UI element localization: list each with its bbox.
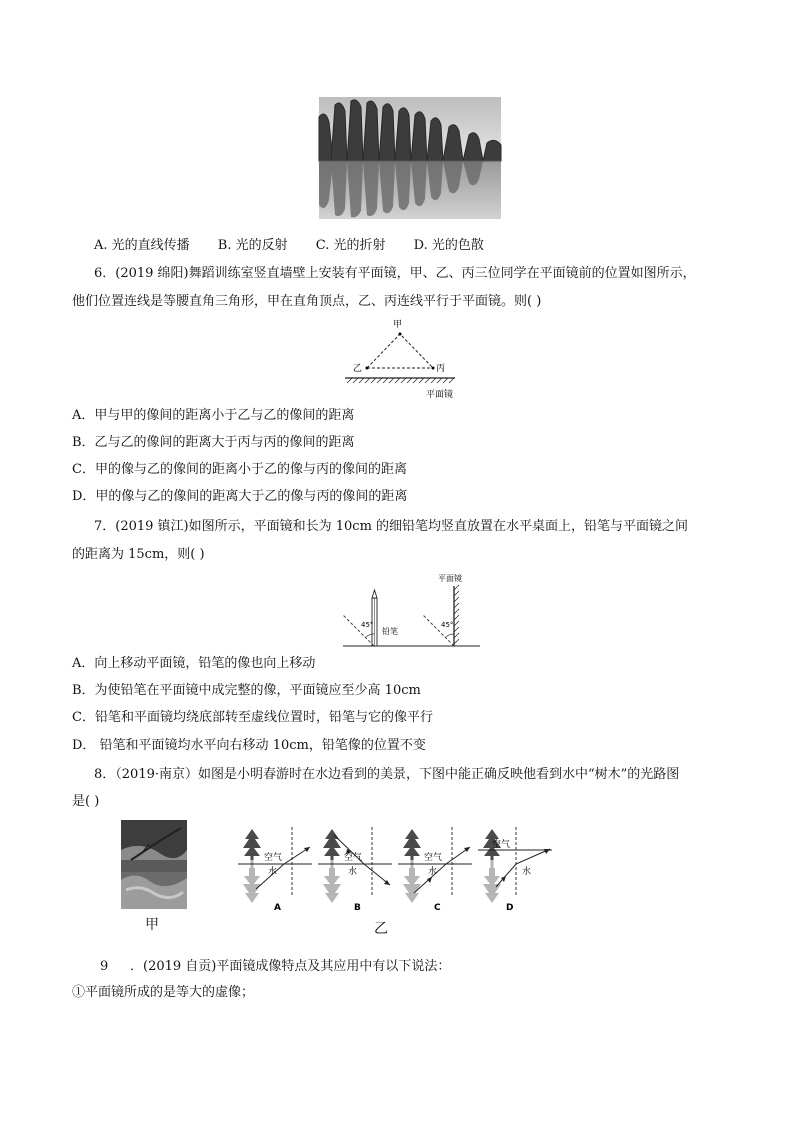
q6-stem-line2: 他们位置连线是等腰直角三角形，甲在直角顶点，乙、丙连线平行于平面镜。则( )	[72, 294, 542, 309]
q7-option-a: A．向上移动平面镜，铅笔的像也向上移动	[72, 656, 316, 671]
q8-panel-d-letter: D	[506, 903, 514, 913]
q7-stem-line1: 7．(2019 镇江)如图所示，平面镜和长为 10cm 的细铅笔均竖直放置在水平桌面上，铅笔与平面镜之间	[94, 519, 689, 534]
q5-option-c: C. 光的折射	[315, 238, 386, 253]
q7-pencil-mirror-diagram	[335, 570, 485, 652]
q9-item-1: ①平面镜所成的是等大的虚像；	[72, 985, 255, 1000]
q9-stem: ．(2019 自贡)平面镜成像特点及其应用中有以下说法：	[130, 959, 451, 974]
q8-light-path-panels	[238, 825, 558, 917]
q7-stem-line2: 的距离为 15cm，则( )	[72, 547, 205, 562]
q8-panel-b	[318, 827, 392, 913]
q6-label-mirror: 平面镜	[426, 390, 454, 400]
q8-panel-d-air: 空气	[492, 840, 511, 850]
q6-triangle-diagram	[340, 312, 470, 402]
q8-panel-a-water: 水	[268, 867, 278, 877]
q8-panel-a-air: 空气	[264, 853, 283, 863]
q7-label-mirror: 平面镜	[438, 574, 462, 583]
q8-label-jia: 甲	[145, 917, 159, 933]
q7-label-pencil: 铅笔	[382, 627, 398, 636]
q8-panel-c-letter: C	[434, 903, 441, 913]
q7-angle-pencil: 45°	[361, 621, 374, 629]
q8-panel-c	[398, 827, 472, 913]
q5-options	[94, 236, 508, 256]
q6-label-bing: 丙	[436, 364, 446, 374]
lake-trees-photo	[319, 97, 501, 219]
q5-option-d: D. 光的色散	[413, 238, 484, 253]
q6-option-c: C．甲的像与乙的像间的距离小于乙的像与丙的像间的距离	[72, 462, 407, 477]
q5-option-b: B. 光的反射	[217, 238, 288, 253]
q6-label-yi: 乙	[353, 364, 363, 374]
q7-angle-mirror: 45°	[441, 621, 454, 629]
q8-panel-c-air: 空气	[424, 853, 443, 863]
q7-option-c: C．铅笔和平面镜均绕底部转至虚线位置时，铅笔与它的像平行	[72, 710, 433, 725]
q8-label-yi: 乙	[374, 921, 388, 937]
q8-panel-d-water: 水	[522, 867, 532, 877]
q6-option-d: D．甲的像与乙的像间的距离大于乙的像与丙的像间的距离	[72, 489, 408, 504]
q6-option-a: A．甲与甲的像间的距离小于乙与乙的像间的距离	[72, 408, 355, 423]
q8-photo-jia	[121, 820, 187, 909]
q5-option-a: A. 光的直线传播	[94, 238, 190, 253]
q8-stem-line2: 是( )	[72, 794, 100, 809]
q8-panel-a-letter: A	[274, 903, 281, 913]
q8-panel-b-air: 空气	[344, 853, 363, 863]
q9-number: 9	[100, 959, 109, 974]
q7-option-d: D． 铅笔和平面镜均水平向右移动 10cm，铅笔像的位置不变	[72, 738, 426, 753]
q8-stem-line1: 8．（2019·南京）如图是小明春游时在水边看到的美景，下图中能正确反映他看到水中“树木”的光路图	[94, 767, 680, 782]
q7-option-b: B．为使铅笔在平面镜中成完整的像，平面镜应至少高 10cm	[72, 683, 421, 698]
q8-panel-b-letter: B	[354, 903, 361, 913]
q6-label-jia: 甲	[393, 320, 403, 330]
q8-panel-d	[478, 827, 552, 913]
q8-panel-c-water: 水	[428, 867, 438, 877]
q6-option-b: B．乙与乙的像间的距离大于丙与丙的像间的距离	[72, 435, 355, 450]
q8-panel-b-water: 水	[348, 867, 358, 877]
q8-panel-a	[238, 827, 312, 913]
q6-stem-line1: 6．(2019 绵阳)舞蹈训练室竖直墙壁上安装有平面镜，甲、乙、丙三位同学在平面镜前的位置如图所示，	[94, 266, 696, 281]
